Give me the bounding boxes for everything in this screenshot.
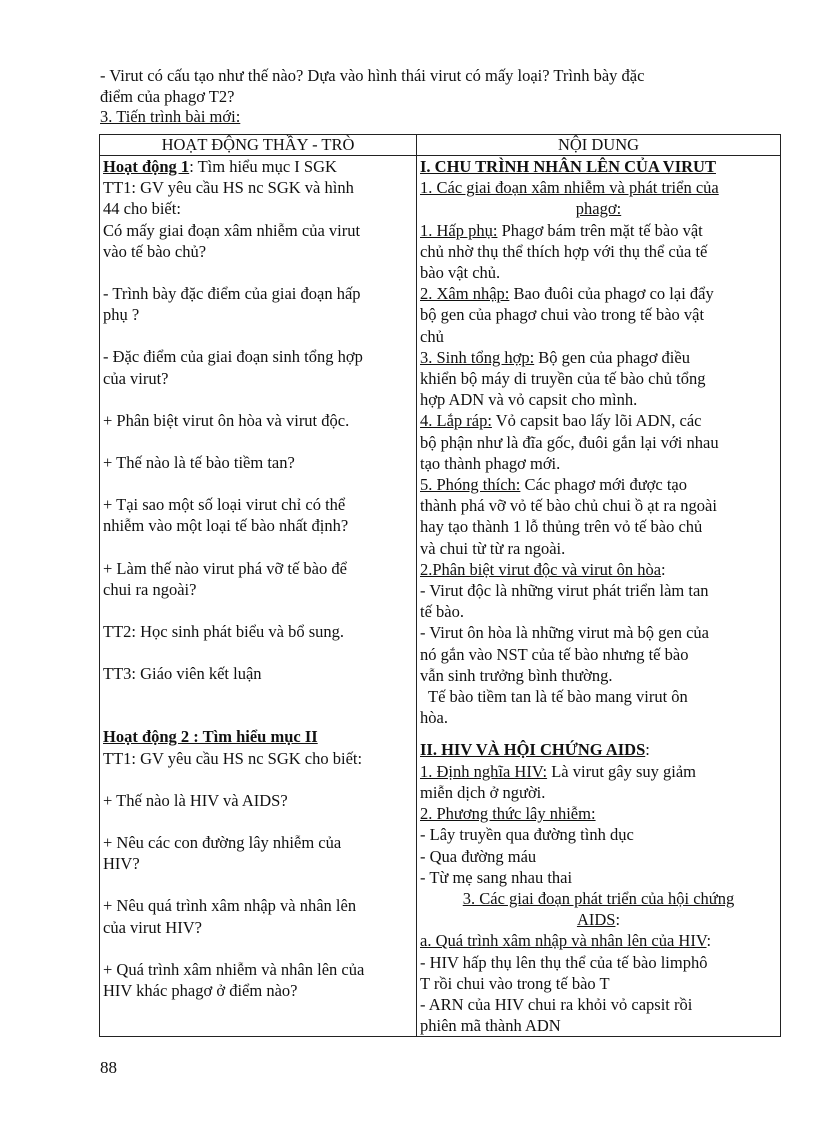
stage-text: bộ gen của phagơ chui vào trong tế bào vật <box>420 305 705 325</box>
stage-text: Vỏ capsit bao lấy lõi ADN, các <box>491 411 702 431</box>
stage-text: tạo thành phagơ mới. <box>420 453 561 473</box>
question-line: + Thế nào là tế bào tiềm tan? <box>103 453 295 473</box>
question-line: + Thế nào là HIV và AIDS? <box>103 790 288 810</box>
section-2-title: II. HIV VÀ HỘI CHỨNG AIDS <box>420 740 646 760</box>
hiv-definition-label: 1. Định nghĩa HIV: <box>420 761 548 781</box>
stage-text: khiển bộ máy di truyền của tế bào chủ tổng <box>420 369 706 389</box>
question-line: - Trình bày đặc điểm của giai đoạn hấp <box>103 284 361 304</box>
stage-text: hay tạo thành 1 lỗ thủng trên vỏ tế bào chủ <box>420 517 703 537</box>
question-line: + Nêu quá trình xâm nhập và nhân lên <box>103 896 357 916</box>
stage-label: 2. Xâm nhập: <box>420 284 510 304</box>
colon: : <box>615 910 621 930</box>
lesson-table <box>99 134 781 1037</box>
question-line: + Quá trình xâm nhiễm và nhân lên của <box>103 959 365 979</box>
stage-text: thành phá vỡ vỏ tế bào chủ chui ồ ạt ra ngoài <box>420 496 717 516</box>
list-item: - Từ mẹ sang nhau thai <box>420 867 573 887</box>
table-header-row <box>100 135 781 156</box>
stage-text: hợp ADN và vỏ capsit cho mình. <box>420 390 638 410</box>
list-item: T rồi chui vào trong tế bào T <box>420 973 610 993</box>
lesson-step-heading: 3. Tiến trình bài mới: <box>100 107 241 126</box>
question-line: nhiễm vào một loại tế bào nhất định? <box>103 516 349 536</box>
tt1-line: TT1: GV yêu cầu HS nc SGK và hình <box>103 178 354 198</box>
page-number: 88 <box>100 1058 117 1077</box>
tt3-line: TT3: Giáo viên kết luận <box>103 664 262 684</box>
subsection-title: a. Quá trình xâm nhập và nhân lên của HIV <box>420 931 707 951</box>
stage-label: 1. Hấp phụ: <box>420 220 498 240</box>
list-item: phiên mã thành ADN <box>420 1016 561 1036</box>
subsection-title: phagơ: <box>575 199 622 219</box>
question-line: HIV? <box>103 854 140 874</box>
list-item: - HIV hấp thụ lên thụ thể của tế bào limphô <box>420 952 708 972</box>
stage-label: 4. Lắp ráp: <box>420 411 492 431</box>
intro-question-line: - Virut có cấu tạo như thế nào? Dựa vào hình thái virut có mấy loại? Trình bày đặc <box>100 66 645 85</box>
activities-cell <box>100 156 417 1037</box>
activity-1-title: Hoạt động 1 <box>103 157 190 176</box>
question-line: của virut? <box>103 368 169 388</box>
stage-label: 5. Phóng thích: <box>420 475 521 495</box>
content-line: tế bào. <box>420 602 464 622</box>
stage-label: 3. Sinh tổng hợp: <box>420 347 535 367</box>
stage-text: Phagơ bám trên mặt tế bào vật <box>497 220 703 240</box>
col-header-activities: HOẠT ĐỘNG THẦY - TRÒ <box>100 135 417 156</box>
table-row <box>100 156 781 1037</box>
subsection-title: AIDS <box>576 910 616 930</box>
colon: : <box>645 740 650 760</box>
question-line: + Tại sao một số loại virut chỉ có thể <box>103 495 346 515</box>
question-line: chui ra ngoài? <box>103 579 197 599</box>
stage-text: Bao đuôi của phagơ co lại đẩy <box>509 284 714 304</box>
intro-question-line: điểm của phagơ T2? <box>100 86 235 106</box>
tt1-line: TT1: GV yêu cầu HS nc SGK cho biết: <box>103 748 363 768</box>
list-item: - Qua đường máu <box>420 846 537 866</box>
content-line: Tế bào tiềm tan là tế bào mang virut ôn <box>428 687 688 707</box>
question-line: - Đặc điểm của giai đoạn sinh tổng hợp <box>103 347 363 367</box>
subsection-title: 1. Các giai đoạn xâm nhiễm và phát triển của <box>420 178 719 198</box>
stage-text: chủ nhờ thụ thể thích hợp với thụ thể của tế <box>420 241 708 261</box>
stage-text: chủ <box>420 326 444 346</box>
stage-text: Bộ gen của phagơ điều <box>534 347 690 367</box>
stage-text: Các phagơ mới được tạo <box>520 475 688 495</box>
colon: : <box>661 559 666 579</box>
question-line: vào tế bào chủ? <box>103 241 207 261</box>
question-line: + Làm thế nào virut phá vỡ tế bào để <box>103 558 347 578</box>
question-line: Có mấy giai đoạn xâm nhiễm của virut <box>103 220 361 240</box>
question-line: + Nêu các con đường lây nhiễm của <box>103 833 342 853</box>
content-line: miễn dịch ở người. <box>420 782 546 802</box>
subsection-title: 3. Các giai đoạn phát triển của hội chứng <box>462 888 735 908</box>
content-line: nó gắn vào NST của tế bào nhưng tế bào <box>420 644 689 664</box>
activity-1-desc: : Tìm hiểu mục I SGK <box>189 157 337 176</box>
section-1-title: I. CHU TRÌNH NHÂN LÊN CỦA VIRUT <box>420 157 716 176</box>
list-item: - ARN của HIV chui ra khỏi vỏ capsit rồi <box>420 994 693 1014</box>
subsection-title: 2. Phương thức lây nhiễm: <box>420 804 596 824</box>
content-line: - Virut độc là những virut phát triển làm tan <box>420 581 709 601</box>
content-line: vẫn sinh trưởng bình thường. <box>420 665 613 685</box>
question-line: + Phân biệt virut ôn hòa và virut độc. <box>103 410 350 430</box>
activity-2-title: Hoạt động 2 : Tìm hiểu mục II <box>103 727 318 747</box>
question-line: của virut HIV? <box>103 917 202 937</box>
list-item: - Lây truyền qua đường tình dục <box>420 825 634 845</box>
tt1-line: 44 cho biết: <box>103 199 181 219</box>
content-cell <box>417 156 781 1037</box>
colon: : <box>706 931 712 951</box>
content-line: - Virut ôn hòa là những virut mà bộ gen của <box>420 623 709 643</box>
stage-text: và chui từ từ ra ngoài. <box>420 538 566 558</box>
stage-text: bộ phận như là đĩa gốc, đuôi gắn lại với nhau <box>420 432 719 452</box>
stage-text: bào vật chủ. <box>420 263 501 283</box>
subsection-title: 2.Phân biệt virut độc và virut ôn hòa <box>420 559 662 579</box>
content-line: Là virut gây suy giảm <box>547 761 697 781</box>
tt2-line: TT2: Học sinh phát biểu và bổ sung. <box>103 622 345 642</box>
col-header-content: NỘI DUNG <box>417 135 781 156</box>
content-line: hòa. <box>420 708 448 728</box>
question-line: phụ ? <box>103 305 140 325</box>
intro-section <box>100 66 790 128</box>
question-line: HIV khác phagơ ở điểm nào? <box>103 981 298 1001</box>
